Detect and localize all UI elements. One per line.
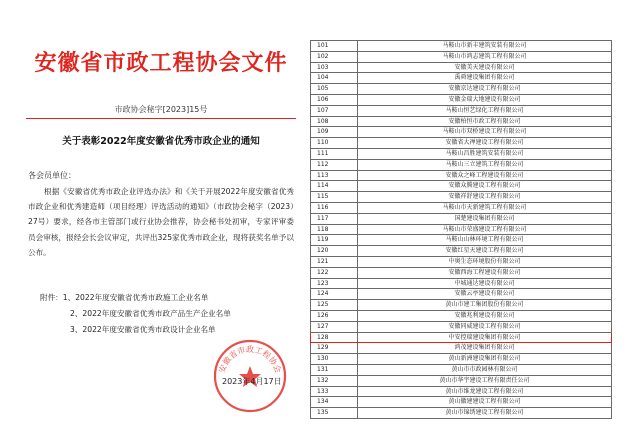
table-row	[311, 408, 612, 419]
company-name: 安徽众之峰工程建设有限公司	[358, 170, 612, 181]
table-row	[311, 235, 612, 246]
row-number: 133	[311, 386, 358, 397]
table-row	[311, 375, 612, 386]
table-row	[311, 310, 612, 321]
attachment-item: 3、2022年度安徽省优秀市政设计企业名单	[70, 325, 216, 334]
table-row	[311, 116, 612, 127]
table-row	[311, 138, 612, 149]
document-title: 安徽省市政工程协会文件	[34, 50, 288, 76]
row-number: 134	[311, 397, 358, 408]
attachment-item: 2、2022年度安徽省优秀市政产品生产企业名单	[70, 309, 231, 318]
table-row	[311, 300, 612, 311]
row-number: 111	[311, 148, 358, 159]
company-name: 马鞍山市天新建筑工程有限公司	[358, 202, 612, 213]
table-row	[311, 84, 612, 95]
row-number: 135	[311, 408, 358, 419]
company-name: 禹舜建设集团有限公司	[358, 73, 612, 84]
table-row	[311, 386, 612, 397]
row-number: 109	[311, 127, 358, 138]
row-number: 104	[311, 73, 358, 84]
table-row	[311, 94, 612, 105]
company-name: 国楚建设集团有限公司	[358, 213, 612, 224]
row-number: 116	[311, 202, 358, 213]
company-name: 安徽祥舒建设工程有限公司	[358, 192, 612, 203]
attachment-item: 附件：1、2022年度安徽省优秀市政施工企业名单	[40, 293, 209, 302]
row-number: 103	[311, 62, 358, 73]
company-name: 中城通达建设有限公司	[358, 278, 612, 289]
row-number: 102	[311, 51, 358, 62]
company-name: 安徽兆利建设有限公司	[358, 310, 612, 321]
company-name: 黄山徽建建设工程有限公司	[358, 397, 612, 408]
company-name: 安徽美天建设有限公司	[358, 62, 612, 73]
row-number: 119	[311, 235, 358, 246]
company-name: 中安控瑞建设集团有限公司	[358, 332, 612, 343]
company-name: 黄山新洲建设集团有限公司	[358, 354, 612, 365]
row-number: 132	[311, 375, 358, 386]
company-name: 安徽同威建设工程有限公司	[358, 321, 612, 332]
company-name: 马鞍山恒艺绿化工程有限公司	[358, 105, 612, 116]
table-row	[311, 267, 612, 278]
company-name: 黄山市华宇建设工程有限责任公司	[358, 375, 612, 386]
table-row	[311, 51, 612, 62]
row-number: 112	[311, 159, 358, 170]
table-row	[311, 256, 612, 267]
table-row	[311, 278, 612, 289]
table-row	[311, 364, 612, 375]
row-number: 113	[311, 170, 358, 181]
company-name: 中奥生态环境股份有限公司	[358, 256, 612, 267]
table-row	[311, 224, 612, 235]
award-list-table	[310, 40, 612, 419]
company-name: 马鞍山三立建筑工程有限公司	[358, 159, 612, 170]
table-row	[311, 321, 612, 332]
table-row	[311, 127, 612, 138]
notice-title: 关于表彰2022年度安徽省优秀市政企业的通知	[62, 136, 260, 147]
notice-document	[26, 0, 296, 426]
table-row	[311, 332, 612, 343]
row-number: 131	[311, 364, 358, 375]
company-name: 安徽省大禅建设工程有限公司	[358, 138, 612, 149]
row-number: 105	[311, 84, 358, 95]
row-number: 101	[311, 41, 358, 52]
company-name: 安徽云亭建设有限公司	[358, 289, 612, 300]
table-row	[311, 181, 612, 192]
row-number: 127	[311, 321, 358, 332]
row-number: 126	[311, 310, 358, 321]
company-name: 马鞍山市荣盛建设工程有限公司	[358, 224, 612, 235]
company-name: 安徽金瑞大地建设有限公司	[358, 94, 612, 105]
row-number: 122	[311, 267, 358, 278]
company-name: 黄山市市政园林有限公司	[358, 364, 612, 375]
notice-body: 根据《安徽省优秀市政企业评选办法》和《关于开展2022年度安徽省优秀市政企业和优秀建造师（项目经理）评选活动的通知》（市政协会秘字（2023）27号）要求，经各市主管部门或行业协会推荐，协会秘书处初审，专家评审委员会审核，报经会长会议审定，共评出325家优秀市政企业，现将获奖名单予以公布。	[28, 187, 294, 257]
row-number: 114	[311, 181, 358, 192]
company-name: 马鞍山山林环境工程有限公司	[358, 235, 612, 246]
row-number: 123	[311, 278, 358, 289]
row-number: 110	[311, 138, 358, 149]
company-name: 马鞍山市双桥建设工程有限公司	[358, 127, 612, 138]
table-body	[311, 41, 612, 419]
table-row	[311, 213, 612, 224]
document-date: 2023年4月17日	[222, 377, 282, 386]
company-name: 安徽西海工程建设有限公司	[358, 267, 612, 278]
table-row	[311, 246, 612, 257]
company-name: 安徽京达建设工程有限公司	[358, 84, 612, 95]
table-row	[311, 105, 612, 116]
salutation: 各会员单位：	[28, 171, 76, 180]
company-name: 黄山市维龙建设工程有限公司	[358, 386, 612, 397]
table-row	[311, 170, 612, 181]
row-number: 118	[311, 224, 358, 235]
row-number: 107	[311, 105, 358, 116]
row-number: 108	[311, 116, 358, 127]
table-row	[311, 148, 612, 159]
company-name: 马鞍山市鸿志建筑工程有限公司	[358, 51, 612, 62]
table-row	[311, 397, 612, 408]
table-row	[311, 73, 612, 84]
attachment-list	[40, 290, 290, 338]
company-name: 鸿茂建设集团有限公司	[358, 343, 612, 354]
row-number: 106	[311, 94, 358, 105]
table-row	[311, 159, 612, 170]
row-number: 128	[311, 332, 358, 343]
table-row	[311, 289, 612, 300]
row-number: 130	[311, 354, 358, 365]
table-row	[311, 192, 612, 203]
row-number: 129	[311, 343, 358, 354]
row-number: 120	[311, 246, 358, 257]
company-name: 黄山市建工集团股份有限公司	[358, 300, 612, 311]
red-divider	[26, 118, 296, 119]
seal-text: 安徽省市政工程协会	[217, 345, 283, 375]
company-name: 安徽柏恒市政工程有限公司	[358, 116, 612, 127]
company-name: 安徽众腾建设工程有限公司	[358, 181, 612, 192]
document-number: 市政协会秘字[2023]15号	[114, 105, 208, 114]
row-number: 125	[311, 300, 358, 311]
row-number: 115	[311, 192, 358, 203]
table-row	[311, 343, 612, 354]
company-name: 马鞍山市新丰建筑安装有限公司	[358, 41, 612, 52]
table-row	[311, 354, 612, 365]
company-name: 黄山市锦绣建设工程有限公司	[358, 408, 612, 419]
table-row	[311, 62, 612, 73]
row-number: 117	[311, 213, 358, 224]
row-number: 124	[311, 289, 358, 300]
table-row	[311, 41, 612, 52]
company-name: 安徽红星天建设工程有限公司	[358, 246, 612, 257]
company-name: 马鞍山昌胜建筑安装有限公司	[358, 148, 612, 159]
row-number: 121	[311, 256, 358, 267]
table-row	[311, 202, 612, 213]
